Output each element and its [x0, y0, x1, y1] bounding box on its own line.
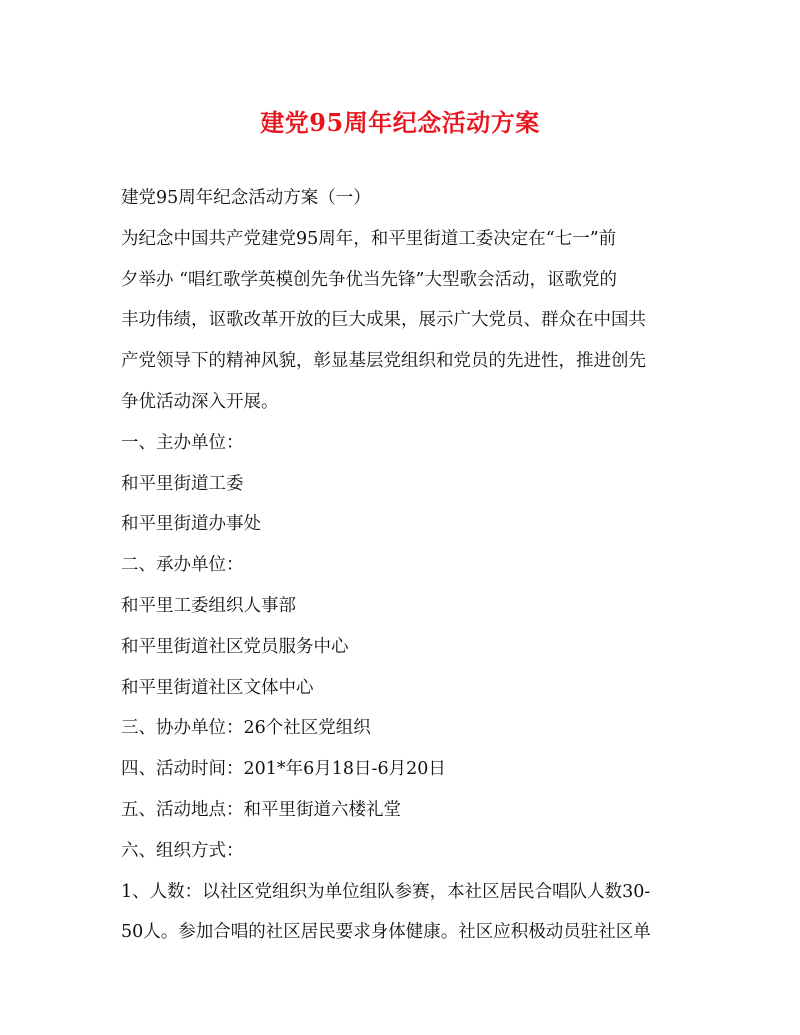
undertaker-item: 和平里工委组织人事部	[121, 595, 296, 616]
paragraph-line: 夕举办 “唱红歌学英模创先争优当先锋”大型歌会活动，讴歌党的	[121, 269, 617, 290]
organizer-item: 和平里街道工委	[121, 473, 244, 494]
organizer-item: 和平里街道办事处	[121, 514, 261, 535]
paragraph-line: 为纪念中国共产党建党95周年，和平里街道工委决定在“七一”前	[121, 228, 617, 249]
paragraph-line: 丰功伟绩，讴歌改革开放的巨大成果，展示广大党员、群众在中国共	[121, 310, 646, 331]
subtitle-line: 建党95周年纪念活动方案（一）	[121, 188, 371, 208]
paragraph-line: 产党领导下的精神风貌，彰显基层党组织和党员的先进性，推进创先	[121, 351, 646, 372]
undertaker-item: 和平里街道社区文体中心	[121, 677, 314, 698]
document-body	[121, 178, 681, 953]
section-heading-undertaker: 二、承办单位：	[121, 555, 244, 576]
section-event-venue: 五、活动地点：和平里街道六楼礼堂	[121, 799, 401, 820]
section-co-organizer: 三、协办单位：26个社区党组织	[121, 718, 371, 739]
section-event-time: 四、活动时间：201*年6月18日-6月20日	[121, 759, 446, 780]
section-heading-organizer: 一、主办单位：	[121, 432, 244, 453]
paragraph-line: 争优活动深入开展。	[121, 391, 279, 412]
undertaker-item: 和平里街道社区党员服务中心	[121, 636, 349, 657]
document-title: 建党95周年纪念活动方案	[260, 108, 540, 137]
organization-item-line: 50人。参加合唱的社区居民要求身体健康。社区应积极动员驻社区单	[121, 922, 651, 943]
section-heading-organization: 六、组织方式：	[121, 840, 244, 861]
organization-item-line: 1、人数：以社区党组织为单位组队参赛，本社区居民合唱队人数30-	[121, 881, 651, 902]
